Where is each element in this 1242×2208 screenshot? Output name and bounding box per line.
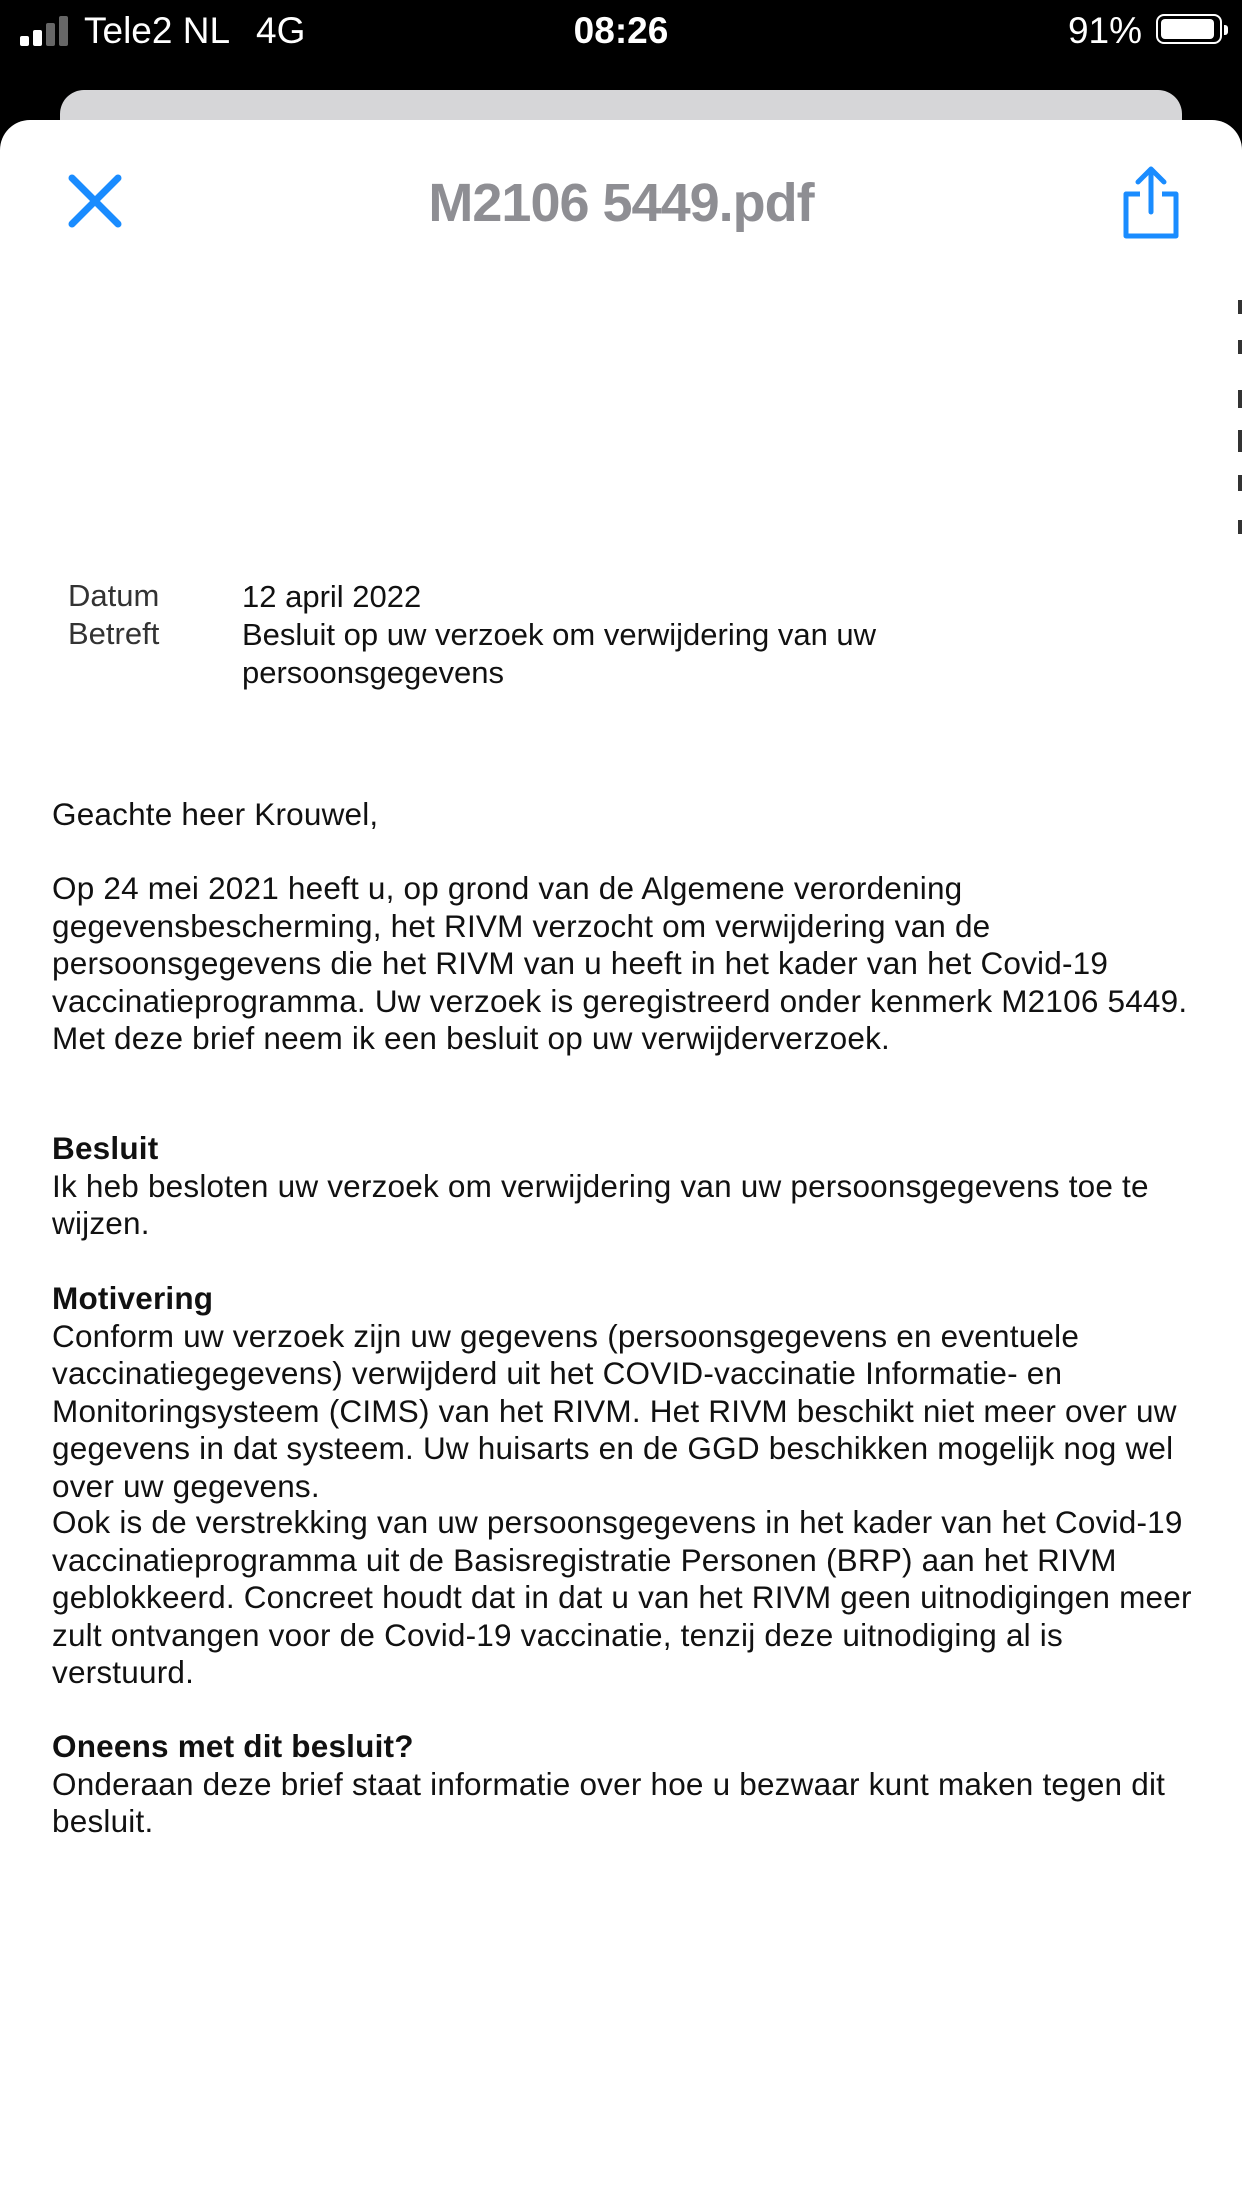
subject-value: Besluit op uw verzoek om verwijdering van uw persoonsgegevens — [242, 617, 877, 690]
date-value: 12 april 2022 — [242, 579, 422, 614]
motivation-section — [52, 1280, 1212, 1505]
date-label: Datum — [68, 578, 160, 613]
document-title: M2106 5449.pdf — [428, 173, 814, 233]
motivation-text: Conform uw verzoek zijn uw gegevens (persoonsgegevens en eventuele vaccinatiegegevens) verwijderd uit het COVID-vaccinatie Informatie- en Monitoringsysteem (CIMS) van het RIVM. Het RIVM beschikt niet meer over uw gegevens in dat systeem. Uw huisarts en de GGD beschikken mogelijk nog wel over uw gegevens. — [52, 1317, 1177, 1504]
network-type: 4G — [256, 10, 306, 51]
battery-icon — [1156, 14, 1222, 44]
decision-heading: Besluit — [52, 1130, 159, 1166]
objection-section — [52, 1728, 1212, 1841]
motivation-paragraph-2: Ook is de verstrekking van uw persoonsgegevens in het kader van het Covid-19 vaccinatieprogramma uit de Basisregistratie Personen (BRP) aan het RIVM geblokkeerd. Concreet houdt dat in dat u van het RIVM geen uitnodigingen meer zult ontvangen voor de Covid-19 vaccinatie, tenzij deze uitnodiging al is verstuurd. — [52, 1504, 1192, 1690]
salutation: Geachte heer Krouwel, — [52, 796, 379, 832]
intro-paragraph: Op 24 mei 2021 heeft u, op grond van de Algemene verordening gegevensbescherming, het RIVM verzocht om verwijdering van de persoonsgegevens die het RIVM van u heeft in het kader van het Covid-19 vaccinatieprogramma. Uw verzoek is geregistreerd onder kenmerk M2106 5449. Met deze brief neem ik een besluit op uw verwijderverzoek. — [52, 870, 1188, 1056]
status-time: 08:26 — [573, 10, 669, 51]
decision-text: Ik heb besloten uw verzoek om verwijdering van uw persoonsgegevens toe te wijzen. — [52, 1167, 1149, 1241]
share-icon — [1120, 166, 1182, 240]
share-button[interactable] — [1120, 166, 1182, 240]
motivation-heading: Motivering — [52, 1280, 214, 1316]
objection-text: Onderaan deze brief staat informatie over hoe u bezwaar kunt maken tegen dit besluit. — [52, 1765, 1166, 1839]
subject-label: Betreft — [68, 616, 160, 651]
decision-section — [52, 1130, 1212, 1243]
objection-heading: Oneens met dit besluit? — [52, 1728, 414, 1764]
carrier-name: Tele2 NL — [84, 10, 231, 51]
battery-percentage: 91% — [1067, 10, 1142, 51]
pdf-preview-sheet — [0, 120, 1242, 2208]
next-page-edge — [1234, 300, 1242, 540]
status-bar — [0, 0, 1242, 62]
